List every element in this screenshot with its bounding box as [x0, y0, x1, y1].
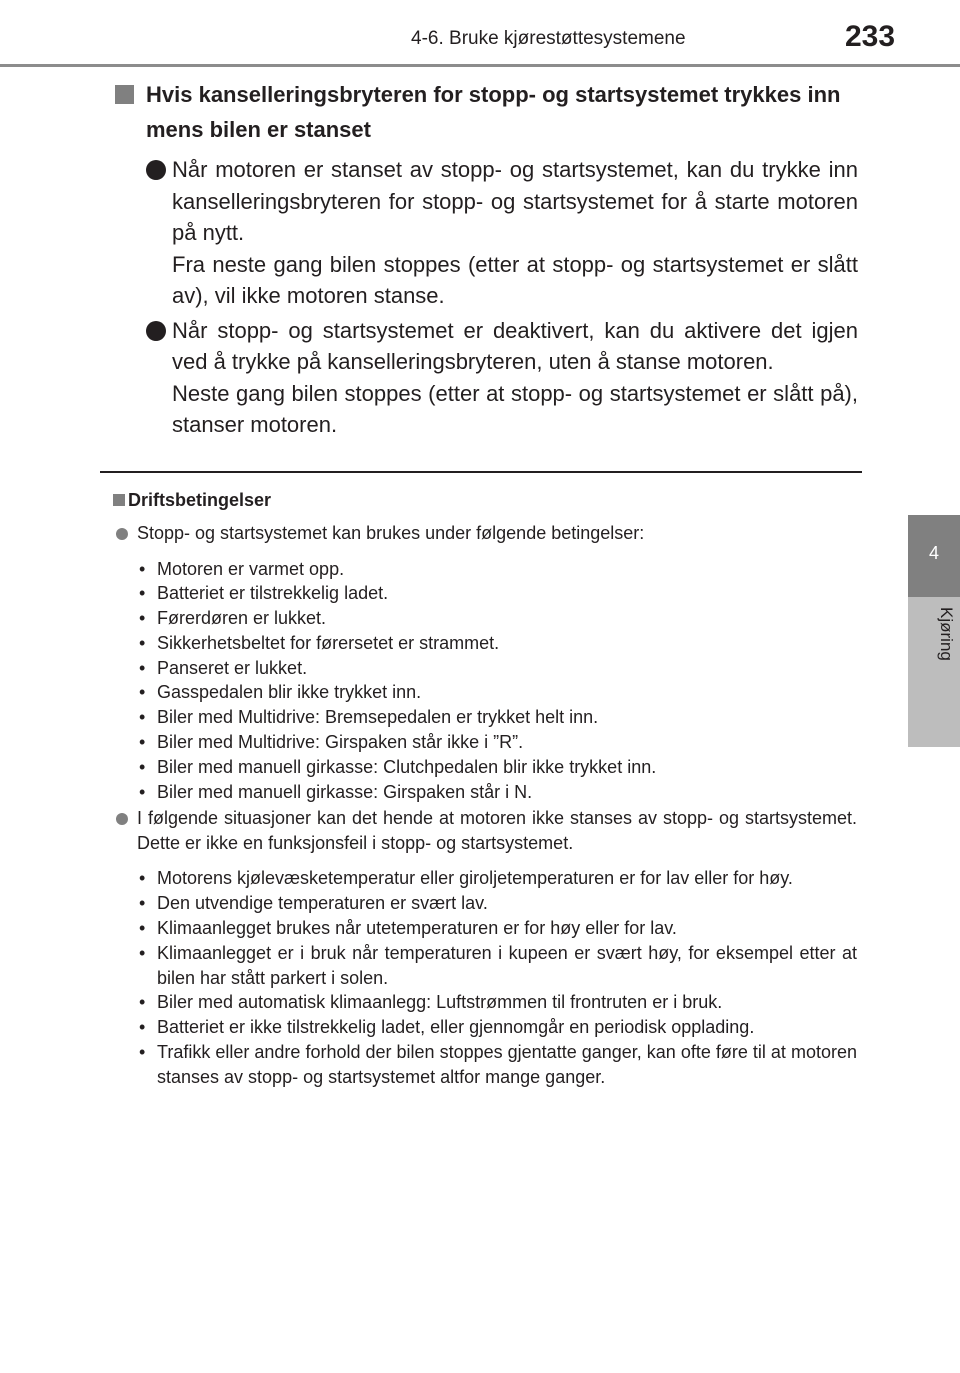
list-item [112, 941, 857, 991]
chapter-label: Kjøring [937, 607, 956, 661]
list-item-text: Klimaanlegget brukes når utetemperaturen er for høy eller for lav. [157, 918, 677, 939]
list-item-text: Motoren er varmet opp. [157, 558, 345, 579]
list-item [112, 705, 857, 730]
chapter-label-tab [908, 597, 960, 747]
notes-heading-text: Driftsbetingelser [128, 490, 272, 510]
main-item [112, 154, 858, 312]
bullet-icon: • [139, 1042, 146, 1063]
bullet-icon: • [139, 657, 146, 678]
list-item-text: Biler med Multidrive: Girspaken står ikke i ”R”. [157, 732, 524, 753]
bullet-icon: • [139, 942, 146, 963]
main-item-text: Når stopp- og startsystemet er deaktivert, kan du aktivere det igjen ved å trykke på kanselleringsbryteren, uten å stanse motoren. [172, 317, 858, 374]
list-item-text: Førerdøren er lukket. [157, 608, 327, 629]
condition-list [112, 557, 857, 805]
list-item-text: Biler med manuell girkasse: Girspaken står i N. [157, 781, 533, 802]
header-rule [0, 64, 960, 67]
list-item-text: Panseret er lukket. [157, 657, 308, 678]
circle-bullet-icon [116, 528, 128, 540]
list-item-text: Den utvendige temperaturen er svært lav. [157, 893, 488, 914]
main-item-note: Fra neste gang bilen stoppes (etter at stopp- og startsystemet er slått av), vil ikke motoren stanse. [172, 251, 858, 308]
list-item [112, 557, 857, 582]
list-item-text: Trafikk eller andre forhold der bilen stoppes gjentatte ganger, kan ofte føre til at motoren stanses av stopp- og startsystemet altfor mange ganger. [157, 1042, 857, 1087]
bullet-icon: • [139, 632, 146, 653]
bullet-icon: • [139, 682, 146, 703]
situation-list [112, 866, 857, 1089]
chapter-tab [908, 515, 960, 597]
note-text: I følgende situasjoner kan det hende at motoren ikke stanses av stopp- og startsystemet. Dette er ikke en funksjonsfeil i stopp- og startsystemet. [137, 808, 857, 853]
section-heading [112, 77, 858, 147]
list-item [112, 780, 857, 805]
list-item-text: Sikkerhetsbeltet for førersetet er strammet. [157, 632, 500, 653]
list-item-text: Klimaanlegget er i bruk når temperaturen i kupeen er svært høy, for eksempel etter at bilen har stått parkert i solen. [157, 942, 857, 988]
bullet-icon: • [139, 868, 146, 889]
notes-section [112, 488, 857, 1090]
list-item-text: Biler med manuell girkasse: Clutchpedalen blir ikke trykket inn. [157, 756, 657, 777]
note [112, 521, 857, 546]
bullet-icon: • [139, 732, 146, 753]
circle-bullet-icon [116, 813, 128, 825]
bullet-icon: • [139, 707, 146, 728]
bullet-icon: • [139, 756, 146, 777]
square-bullet-icon [115, 85, 134, 104]
list-item [112, 581, 857, 606]
main-item [112, 315, 858, 441]
list-item [112, 866, 857, 891]
list-item [112, 916, 857, 941]
bullet-icon: • [139, 781, 146, 802]
bullet-icon: • [139, 583, 146, 604]
section-title: 4-6. Bruke kjørestøttesystemene [411, 28, 686, 49]
list-item [112, 1015, 857, 1040]
bullet-icon: • [139, 918, 146, 939]
bullet-icon: • [139, 558, 146, 579]
list-item [112, 891, 857, 916]
section-heading-text: Hvis kanselleringsbryteren for stopp- og startsystemet trykkes inn mens bilen er stanset [146, 82, 841, 142]
list-item [112, 730, 857, 755]
main-section [112, 77, 858, 444]
list-item [112, 680, 857, 705]
list-item [112, 606, 857, 631]
chapter-number: 4 [928, 543, 939, 563]
main-item-note: Neste gang bilen stoppes (etter at stopp- og startsystemet er slått på), stanser motoren. [172, 380, 858, 437]
notes-heading [112, 488, 857, 512]
main-item-text: Når motoren er stanset av stopp- og startsystemet, kan du trykke inn kanselleringsbryteren for stopp- og startsystemet for å starte motoren på nytt. [172, 157, 858, 245]
list-item-text: Motorens kjølevæsketemperatur eller giroljetemperaturen er for lav eller for høy. [157, 868, 793, 889]
list-item [112, 1040, 857, 1090]
square-bullet-icon [113, 494, 125, 506]
note [112, 806, 857, 855]
list-item-text: Batteriet er ikke tilstrekkelig ladet, eller gjennomgår en periodisk opplading. [157, 1017, 755, 1038]
page-number: 233 [845, 20, 896, 53]
list-item [112, 631, 857, 656]
circle-bullet-icon [146, 321, 166, 341]
bullet-icon: • [139, 992, 146, 1013]
note-text: Stopp- og startsystemet kan brukes under følgende betingelser: [137, 523, 645, 543]
bullet-icon: • [139, 1017, 146, 1038]
list-item-text: Biler med automatisk klimaanlegg: Luftstrømmen til frontruten er i bruk. [157, 992, 723, 1013]
list-item-text: Batteriet er tilstrekkelig ladet. [157, 583, 389, 604]
list-item-text: Biler med Multidrive: Bremsepedalen er trykket helt inn. [157, 707, 599, 728]
circle-bullet-icon [146, 160, 166, 180]
section-divider [100, 471, 862, 473]
bullet-icon: • [139, 893, 146, 914]
list-item [112, 755, 857, 780]
bullet-icon: • [139, 608, 146, 629]
list-item [112, 656, 857, 681]
list-item-text: Gasspedalen blir ikke trykket inn. [157, 682, 422, 703]
list-item [112, 990, 857, 1015]
